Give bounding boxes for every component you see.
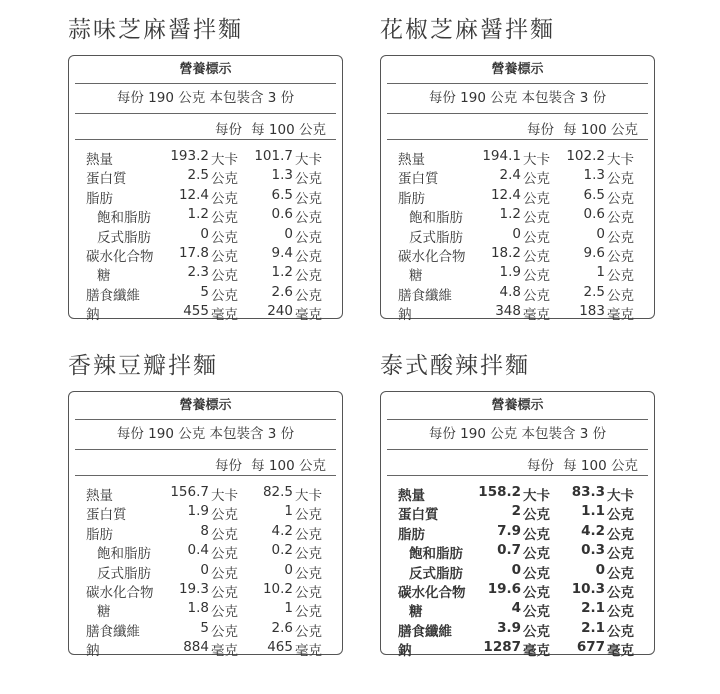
per-100g-unit: 大卡 <box>295 488 322 504</box>
per-100g-value: 0 <box>284 225 293 242</box>
per-100g-unit: 公克 <box>295 604 322 621</box>
per-serving-value: 0 <box>512 225 521 242</box>
per-serving-unit: 公克 <box>211 565 238 582</box>
nutrient-name: 反式脂肪 <box>409 229 463 246</box>
column-headers <box>381 450 654 475</box>
per-serving-unit: 公克 <box>211 526 238 543</box>
nutrient-row <box>69 225 342 244</box>
per-100g-unit: 公克 <box>607 604 634 621</box>
per-serving-unit: 毫克 <box>523 643 550 660</box>
per-100g-unit: 公克 <box>295 210 322 227</box>
per-100g-value: 0.2 <box>271 542 293 559</box>
nutrient-name: 膳食纖維 <box>86 623 140 640</box>
per-100g-unit: 公克 <box>295 565 322 582</box>
per-100g-value: 0.3 <box>581 542 605 559</box>
per-100g-unit: 公克 <box>295 190 322 207</box>
per-100g-value: 0 <box>284 561 293 578</box>
per-100g-unit: 公克 <box>607 584 634 601</box>
per-100g-unit: 公克 <box>295 623 322 640</box>
per-100g-value: 1.3 <box>271 167 293 184</box>
per-100g-value: 2.1 <box>581 619 605 636</box>
nutrient-name: 飽和脂肪 <box>409 210 463 227</box>
nutrient-row <box>69 263 342 285</box>
nutrient-name: 蛋白質 <box>398 507 439 524</box>
per-100g-unit: 公克 <box>295 507 322 524</box>
nutrient-row <box>381 244 654 263</box>
per-100g-unit: 公克 <box>607 507 634 524</box>
per-serving-value: 1.8 <box>187 600 209 617</box>
per-100g-unit: 公克 <box>295 546 322 563</box>
per-serving-value: 348 <box>495 303 521 320</box>
serving-info: 每份 190 公克 本包裝含 3 份 <box>116 426 295 442</box>
nutrient-name: 膳食纖維 <box>398 623 452 640</box>
per-100g-unit: 公克 <box>295 268 322 285</box>
per-100g-unit: 公克 <box>295 287 322 304</box>
per-serving-value: 4.8 <box>499 283 521 300</box>
per-serving-unit: 公克 <box>211 268 238 285</box>
per-100g-value: 6.5 <box>271 186 293 203</box>
per-serving-value: 1.2 <box>499 206 521 223</box>
per-100g-value: 6.5 <box>583 186 605 203</box>
per-100g-value: 10.2 <box>262 580 293 597</box>
nutrient-name: 反式脂肪 <box>97 565 151 582</box>
nutrient-row <box>69 244 342 263</box>
per-100g-value: 0.6 <box>271 206 293 223</box>
per-100g-value: 2.1 <box>581 600 605 617</box>
per-serving-unit: 公克 <box>523 623 550 640</box>
per-serving-value: 0 <box>511 561 521 578</box>
per-100g-unit: 公克 <box>607 229 634 246</box>
nutrient-name: 碳水化合物 <box>86 584 154 601</box>
per-100g-value: 4.2 <box>581 522 605 539</box>
nutrient-name: 鈉 <box>86 643 100 660</box>
product-panel-spicy-bean-paste <box>68 350 343 660</box>
nutrient-rows <box>381 476 654 658</box>
column-header-per-serving: 每份 <box>527 458 554 474</box>
nutrient-name: 熱量 <box>398 488 425 504</box>
per-100g-unit: 公克 <box>607 268 634 285</box>
nutrient-row <box>69 186 342 205</box>
per-100g-value: 1.1 <box>581 503 605 520</box>
per-100g-value: 1 <box>596 264 605 281</box>
per-100g-unit: 公克 <box>607 526 634 543</box>
per-serving-value: 194.1 <box>482 148 521 164</box>
nutrient-row <box>381 502 654 524</box>
per-serving-value: 7.9 <box>497 522 521 539</box>
nutrient-row <box>381 302 654 324</box>
per-serving-value: 1.9 <box>187 503 209 520</box>
column-header-per-serving: 每份 <box>215 458 242 474</box>
per-serving-value: 19.6 <box>487 580 521 597</box>
nutrient-name: 碳水化合物 <box>86 248 154 265</box>
per-100g-value: 677 <box>576 639 605 656</box>
per-serving-value: 158.2 <box>478 484 521 500</box>
nutrient-name: 反式脂肪 <box>409 565 463 582</box>
nutrient-rows <box>69 476 342 658</box>
nutrient-row <box>381 599 654 621</box>
nutrient-row <box>381 522 654 541</box>
per-serving-value: 5 <box>200 619 209 636</box>
per-serving-value: 1.2 <box>187 206 209 223</box>
per-100g-unit: 公克 <box>607 190 634 207</box>
product-title: 香辣豆瓣拌麵 <box>68 353 218 379</box>
nutrition-label <box>68 391 343 660</box>
nutrient-row <box>69 166 342 188</box>
per-serving-unit: 公克 <box>211 210 238 227</box>
column-header-per-100g: 每 100 公克 <box>563 458 638 474</box>
nutrient-name: 糖 <box>97 268 111 285</box>
per-100g-value: 1.3 <box>583 167 605 184</box>
nutrient-name: 鈉 <box>398 643 412 660</box>
nutrient-rows <box>69 140 342 322</box>
per-100g-unit: 公克 <box>607 546 634 563</box>
per-serving-unit: 毫克 <box>211 643 238 660</box>
per-serving-unit: 公克 <box>211 171 238 188</box>
nutrient-row <box>381 580 654 599</box>
nutrient-name: 蛋白質 <box>86 171 127 188</box>
per-serving-value: 4 <box>511 600 521 617</box>
column-header-per-100g: 每 100 公克 <box>563 122 638 138</box>
product-title: 蒜味芝麻醤拌麵 <box>68 17 243 43</box>
nutrient-row <box>69 599 342 621</box>
nutrient-name: 糖 <box>409 604 423 621</box>
nutrient-row <box>69 580 342 599</box>
per-100g-unit: 毫克 <box>295 643 322 660</box>
per-100g-value: 9.6 <box>583 244 605 261</box>
per-100g-value: 1 <box>284 600 293 617</box>
per-serving-unit: 公克 <box>523 190 550 207</box>
serving-info: 每份 190 公克 本包裝含 3 份 <box>428 90 607 106</box>
nutrient-name: 蛋白質 <box>86 507 127 524</box>
nutrition-label <box>380 391 655 660</box>
nutrient-name: 脂肪 <box>398 526 425 543</box>
per-serving-value: 12.4 <box>490 186 521 203</box>
per-serving-unit: 大卡 <box>523 152 550 168</box>
nutrient-name: 鈉 <box>398 307 412 324</box>
per-100g-value: 183 <box>579 303 605 320</box>
nutrient-row <box>69 147 342 166</box>
per-100g-unit: 大卡 <box>607 488 634 504</box>
nutrient-name: 脂肪 <box>86 190 113 207</box>
per-serving-unit: 毫克 <box>211 307 238 324</box>
nutrient-row <box>381 166 654 188</box>
nutrition-label <box>68 55 343 324</box>
nutrition-label-heading: 營養標示 <box>491 398 544 413</box>
per-serving-value: 5 <box>200 283 209 300</box>
nutrient-row <box>381 483 654 502</box>
product-title: 泰式酸辣拌麵 <box>380 353 530 379</box>
nutrient-row <box>381 541 654 563</box>
column-header-per-100g: 每 100 公克 <box>251 458 326 474</box>
per-serving-unit: 公克 <box>211 507 238 524</box>
per-100g-unit: 公克 <box>295 171 322 188</box>
per-100g-unit: 大卡 <box>295 152 322 168</box>
per-serving-unit: 大卡 <box>211 152 238 168</box>
per-100g-unit: 毫克 <box>607 307 634 324</box>
product-panel-thai-hot-sour <box>380 350 655 660</box>
per-serving-unit: 公克 <box>523 171 550 188</box>
product-panel-sichuan-pepper-sesame <box>380 14 655 324</box>
per-serving-value: 193.2 <box>170 148 209 164</box>
per-serving-value: 8 <box>200 522 209 539</box>
nutrition-label <box>380 55 655 324</box>
nutrient-name: 碳水化合物 <box>398 248 466 265</box>
per-100g-unit: 毫克 <box>295 307 322 324</box>
serving-info: 每份 190 公克 本包裝含 3 份 <box>116 90 295 106</box>
per-100g-unit: 公克 <box>607 248 634 265</box>
nutrient-name: 糖 <box>409 268 423 285</box>
column-header-per-serving: 每份 <box>527 122 554 138</box>
per-100g-value: 0 <box>596 225 605 242</box>
per-100g-value: 0.6 <box>583 206 605 223</box>
per-serving-value: 2.5 <box>187 167 209 184</box>
nutrient-name: 膳食纖維 <box>398 287 452 304</box>
per-100g-unit: 公克 <box>607 287 634 304</box>
per-100g-value: 102.2 <box>566 148 605 164</box>
nutrient-row <box>381 561 654 580</box>
per-serving-value: 3.9 <box>497 619 521 636</box>
per-serving-value: 1.9 <box>499 264 521 281</box>
per-serving-value: 12.4 <box>178 186 209 203</box>
per-serving-unit: 公克 <box>211 546 238 563</box>
per-serving-value: 1287 <box>483 639 521 656</box>
nutrient-row <box>381 205 654 227</box>
nutrient-row <box>381 283 654 302</box>
nutrient-name: 熱量 <box>86 488 113 504</box>
nutrient-row <box>69 561 342 580</box>
nutrient-name: 反式脂肪 <box>97 229 151 246</box>
nutrient-row <box>69 283 342 302</box>
per-100g-value: 83.3 <box>571 484 605 500</box>
nutrient-row <box>381 225 654 244</box>
per-serving-value: 156.7 <box>170 484 209 500</box>
nutrient-name: 熱量 <box>398 152 425 168</box>
per-100g-unit: 公克 <box>607 623 634 640</box>
column-headers <box>69 114 342 139</box>
product-panel-garlic-sesame <box>68 14 343 324</box>
nutrient-row <box>69 502 342 524</box>
per-100g-value: 0 <box>595 561 605 578</box>
per-100g-unit: 公克 <box>295 248 322 265</box>
per-100g-value: 1.2 <box>271 264 293 281</box>
per-serving-unit: 公克 <box>523 565 550 582</box>
nutrient-row <box>69 619 342 638</box>
per-serving-unit: 公克 <box>211 287 238 304</box>
per-100g-value: 101.7 <box>254 148 293 164</box>
nutrient-row <box>381 147 654 166</box>
per-serving-value: 0.7 <box>497 542 521 559</box>
per-serving-unit: 公克 <box>523 507 550 524</box>
nutrient-row <box>381 263 654 285</box>
per-serving-unit: 公克 <box>523 287 550 304</box>
per-serving-value: 2 <box>511 503 521 520</box>
per-serving-unit: 公克 <box>211 248 238 265</box>
nutrient-row <box>69 483 342 502</box>
column-header-per-100g: 每 100 公克 <box>251 122 326 138</box>
nutrient-row <box>381 619 654 638</box>
per-serving-unit: 公克 <box>523 229 550 246</box>
nutrient-name: 熱量 <box>86 152 113 168</box>
per-serving-unit: 公克 <box>211 229 238 246</box>
per-100g-unit: 公克 <box>607 171 634 188</box>
nutrition-label-heading: 營養標示 <box>179 398 232 413</box>
per-100g-value: 4.2 <box>271 522 293 539</box>
per-100g-unit: 公克 <box>295 584 322 601</box>
per-serving-unit: 大卡 <box>211 488 238 504</box>
per-serving-value: 0.4 <box>187 542 209 559</box>
per-serving-unit: 公克 <box>523 268 550 285</box>
per-serving-unit: 公克 <box>211 604 238 621</box>
nutrition-label-heading: 營養標示 <box>179 62 232 77</box>
per-serving-value: 455 <box>183 303 209 320</box>
per-100g-value: 2.6 <box>271 283 293 300</box>
nutrient-name: 飽和脂肪 <box>409 546 463 563</box>
per-serving-unit: 公克 <box>211 584 238 601</box>
per-serving-value: 17.8 <box>178 244 209 261</box>
nutrient-name: 蛋白質 <box>398 171 439 188</box>
nutrient-name: 飽和脂肪 <box>97 210 151 227</box>
nutrient-row <box>381 186 654 205</box>
per-100g-unit: 公克 <box>607 210 634 227</box>
per-100g-value: 240 <box>267 303 293 320</box>
product-title: 花椒芝麻醤拌麵 <box>380 17 555 43</box>
per-100g-value: 10.3 <box>571 580 605 597</box>
per-serving-value: 0 <box>200 561 209 578</box>
per-serving-unit: 毫克 <box>523 307 550 324</box>
per-100g-unit: 大卡 <box>607 152 634 168</box>
nutrition-label-heading: 營養標示 <box>491 62 544 77</box>
nutrient-row <box>69 522 342 541</box>
column-headers <box>381 114 654 139</box>
serving-info: 每份 190 公克 本包裝含 3 份 <box>428 426 607 442</box>
nutrient-name: 糖 <box>97 604 111 621</box>
per-serving-value: 2.3 <box>187 264 209 281</box>
per-100g-unit: 毫克 <box>607 643 634 660</box>
column-header-per-serving: 每份 <box>215 122 242 138</box>
per-100g-unit: 公克 <box>295 526 322 543</box>
per-serving-unit: 公克 <box>523 604 550 621</box>
per-100g-unit: 公克 <box>295 229 322 246</box>
per-serving-unit: 公克 <box>523 584 550 601</box>
per-serving-unit: 公克 <box>523 546 550 563</box>
per-100g-value: 465 <box>267 639 293 656</box>
per-100g-value: 2.6 <box>271 619 293 636</box>
per-serving-unit: 公克 <box>523 526 550 543</box>
per-serving-value: 0 <box>200 225 209 242</box>
per-serving-unit: 公克 <box>523 210 550 227</box>
per-serving-unit: 大卡 <box>523 488 550 504</box>
column-headers <box>69 450 342 475</box>
per-serving-value: 884 <box>183 639 209 656</box>
per-100g-value: 2.5 <box>583 283 605 300</box>
per-serving-value: 19.3 <box>178 580 209 597</box>
per-serving-value: 18.2 <box>490 244 521 261</box>
nutrient-row <box>69 205 342 227</box>
nutrient-name: 飽和脂肪 <box>97 546 151 563</box>
per-100g-value: 9.4 <box>271 244 293 261</box>
nutrient-name: 脂肪 <box>86 526 113 543</box>
nutrient-row <box>69 638 342 660</box>
nutrient-name: 鈉 <box>86 307 100 324</box>
per-100g-value: 82.5 <box>262 484 293 500</box>
per-100g-value: 1 <box>284 503 293 520</box>
nutrient-name: 碳水化合物 <box>398 584 466 601</box>
nutrient-row <box>69 302 342 324</box>
per-serving-value: 2.4 <box>499 167 521 184</box>
nutrient-row <box>381 638 654 660</box>
nutrient-rows <box>381 140 654 322</box>
nutrient-name: 膳食纖維 <box>86 287 140 304</box>
nutrient-name: 脂肪 <box>398 190 425 207</box>
per-100g-unit: 公克 <box>607 565 634 582</box>
nutrient-row <box>69 541 342 563</box>
per-serving-unit: 公克 <box>211 623 238 640</box>
per-serving-unit: 公克 <box>523 248 550 265</box>
per-serving-unit: 公克 <box>211 190 238 207</box>
